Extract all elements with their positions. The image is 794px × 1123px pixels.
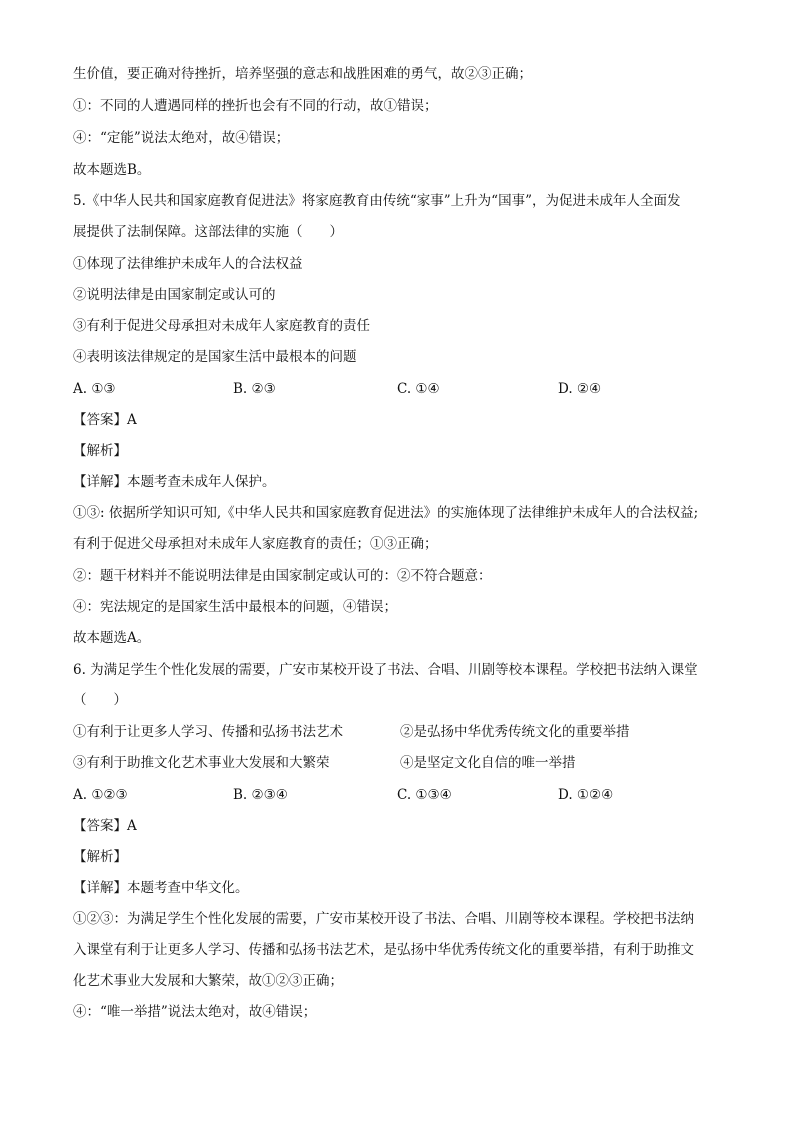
prev-explanation-line-3: ④：“定能”说法太绝对，故④错误； [73, 130, 290, 146]
prev-explanation-line-1: 生价值，要正确对待挫折，培养坚强的意志和战胜困难的勇气，故②③正确； [73, 66, 532, 82]
q5-statement-3: ③有利于促进父母承担对未成年人家庭教育的责任 [73, 318, 370, 334]
q6-option-b: B. ②③④ [233, 787, 288, 803]
q5-explanation-line-3: ②：题干材料并不能说明法律是由国家制定或认可的：②不符合题意： [73, 568, 492, 584]
q6-explanation-line-2: 入课堂有利于让更多人学习、传播和弘扬书法艺术，是弘扬中华优秀传统文化的重要举措，有利于助推文 [73, 942, 694, 958]
q6-option-d: D. ①②④ [558, 787, 614, 803]
q5-detail-heading: 【详解】本题考查未成年人保护。 [73, 474, 276, 490]
q6-option-c: C. ①③④ [397, 787, 452, 803]
q6-statement-4: ④是坚定文化自信的唯一举措 [400, 755, 576, 771]
q6-statement-2: ②是弘扬中华优秀传统文化的重要举措 [400, 724, 630, 740]
q5-statement-2: ②说明法律是由国家制定或认可的 [73, 287, 276, 303]
q6-explanation-line-4: ④：“唯一举措”说法太绝对，故④错误； [73, 1004, 317, 1020]
q6-option-a: A. ①②③ [73, 787, 128, 803]
q5-explanation-line-2: 有利于促进父母承担对未成年人家庭教育的责任；①③正确； [73, 536, 438, 552]
q5-explanation-line-4: ④：宪法规定的是国家生活中最根本的问题，④错误； [73, 599, 397, 615]
prev-conclusion: 故本题选B。 [73, 162, 151, 178]
q5-stem-line-1: 5.《中华人民共和国家庭教育促进法》将家庭教育由传统“家事”上升为“国事”，为促进未成年人全面发 [73, 193, 681, 209]
q6-stem-line-2: （ ） [73, 692, 127, 708]
q5-explanation-line-1: ①③: 依据所学知识可知,《中华人民共和国家庭教育促进法》的实施体现了法律维护未成年人的合法权益; [73, 505, 699, 521]
q6-explanation-line-1: ①②③：为满足学生个性化发展的需要，广安市某校开设了书法、合唱、川剧等校本课程。学校把书法纳 [73, 911, 694, 927]
q5-analysis-heading: 【解析】 [73, 443, 127, 459]
q5-statement-1: ①体现了法律维护未成年人的合法权益 [73, 256, 303, 272]
q6-statement-1: ①有利于让更多人学习、传播和弘扬书法艺术 [73, 724, 343, 740]
q5-option-b: B. ②③ [233, 381, 276, 397]
q6-stem-line-1: 6. 为满足学生个性化发展的需要，广安市某校开设了书法、合唱、川剧等校本课程。学校把书法纳入课堂 [73, 662, 698, 678]
q5-stem-line-2: 展提供了法制保障。这部法律的实施（ ） [73, 224, 343, 240]
q6-answer: 【答案】A [73, 818, 137, 834]
q6-explanation-line-3: 化艺术事业大发展和大繁荣，故①②③正确； [73, 973, 343, 989]
q5-conclusion: 故本题选A。 [73, 630, 151, 646]
q6-statement-3: ③有利于助推文化艺术事业大发展和大繁荣 [73, 755, 330, 771]
q5-option-a: A. ①③ [73, 381, 116, 397]
q5-option-c: C. ①④ [397, 381, 440, 397]
q5-statement-4: ④表明该法律规定的是国家生活中最根本的问题 [73, 349, 357, 365]
q5-answer: 【答案】A [73, 412, 137, 428]
q5-option-d: D. ②④ [558, 381, 602, 397]
q6-analysis-heading: 【解析】 [73, 849, 127, 865]
prev-explanation-line-2: ①：不同的人遭遇同样的挫折也会有不同的行动，故①错误； [73, 98, 438, 114]
q6-detail-heading: 【详解】本题考查中华文化。 [73, 880, 249, 896]
